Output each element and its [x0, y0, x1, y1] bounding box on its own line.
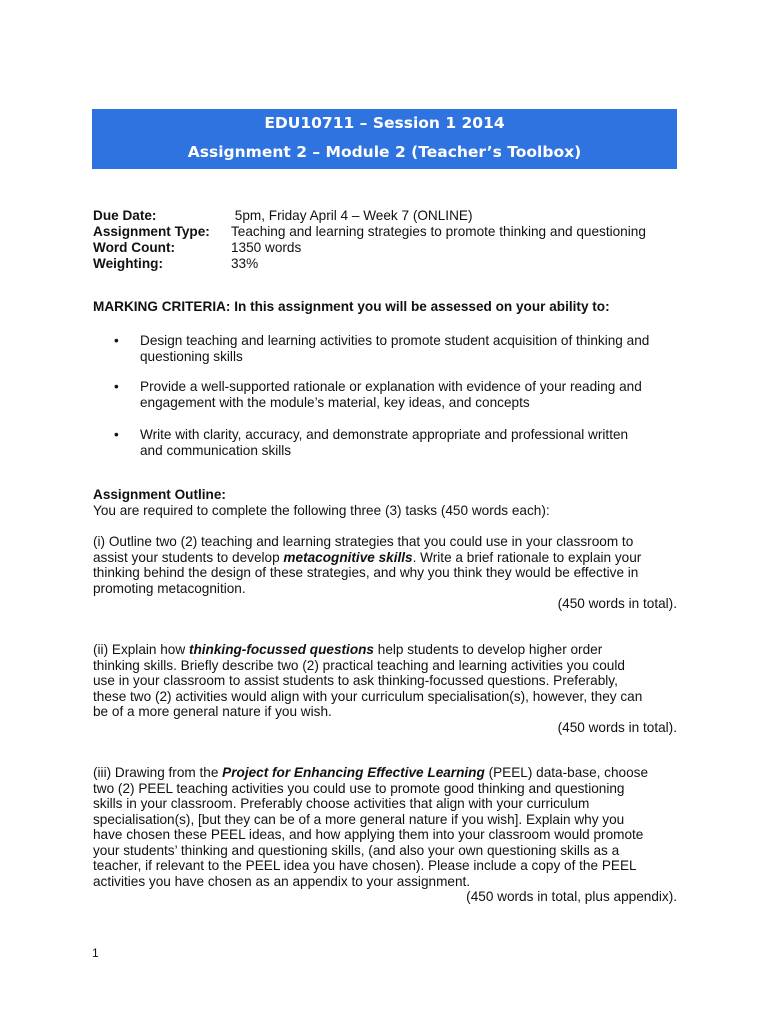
- criteria-item-line: questioning skills: [140, 348, 243, 364]
- task-line: be of a more general nature if you wish.: [93, 704, 332, 719]
- marking-criteria-heading: MARKING CRITERIA: In this assignment you will be assessed on your ability to:: [93, 299, 610, 314]
- task-text: . Write a brief rationale to explain your: [412, 549, 642, 565]
- criteria-item-line: engagement with the module’s material, key ideas, and concepts: [140, 394, 530, 410]
- word-count-value: 1350 words: [231, 240, 302, 255]
- task-1: [93, 534, 677, 612]
- due-date-label: Due Date:: [93, 208, 157, 223]
- weighting-label: Weighting:: [93, 256, 163, 271]
- assignment-type-label: Assignment Type:: [93, 224, 210, 239]
- task-line: [93, 550, 677, 566]
- task-line: two (2) PEEL teaching activities you could use to promote good thinking and questioning: [93, 780, 625, 796]
- task-line: have chosen these PEEL ideas, and how applying them into your classroom would promote: [93, 827, 644, 842]
- task-text: (iii) Drawing from the: [93, 765, 223, 780]
- criteria-item-line: Design teaching and learning activities to promote student acquisition of thinking and: [140, 333, 650, 348]
- task-3: [93, 765, 677, 905]
- task-line: specialisation(s), [but they can be of a more general nature if you wish]. Explain why you: [93, 811, 625, 827]
- emphasis-text: thinking-focussed questions: [188, 642, 374, 657]
- task-line: promoting metacognition.: [93, 580, 246, 596]
- task-line: (i) Outline two (2) teaching and learning strategies that you could use in your classroom to: [93, 534, 634, 549]
- task-2: [93, 642, 677, 735]
- bullet-icon: •: [114, 427, 119, 442]
- task-line: teacher, if relevant to the PEEL idea you have chosen). Please include a copy of the PEEL: [93, 858, 637, 873]
- task-text: help students to develop higher order: [374, 642, 603, 657]
- task-line: thinking skills. Briefly describe two (2) practical teaching and learning activities you could: [93, 657, 625, 673]
- criteria-item-line: Write with clarity, accuracy, and demonstrate appropriate and professional written: [140, 427, 629, 442]
- weighting-value: 33%: [231, 256, 259, 271]
- word-limit: (450 words in total, plus appendix).: [466, 889, 677, 904]
- task-text: assist your students to develop: [93, 549, 284, 565]
- title-banner: [92, 109, 677, 169]
- task-line: use in your classroom to assist students to ask thinking-focussed questions. Preferably,: [93, 673, 618, 688]
- outline-heading: Assignment Outline:: [93, 487, 226, 502]
- bullet-icon: •: [114, 333, 119, 348]
- emphasis-text: Project for Enhancing Effective Learning: [222, 765, 485, 780]
- word-limit: (450 words in total).: [557, 596, 677, 611]
- task-line: activities you have chosen as an appendix to your assignment.: [93, 873, 471, 889]
- due-date-value: 5pm, Friday April 4 – Week 7 (ONLINE): [231, 208, 473, 223]
- word-count-label: Word Count:: [93, 240, 176, 255]
- task-line: thinking behind the design of these strategies, and why you think they would be effective in: [93, 565, 639, 580]
- assignment-type-value: Teaching and learning strategies to promote thinking and questioning: [231, 224, 646, 239]
- assignment-title: Assignment 2 – Module 2 (Teacher’s Toolbox): [187, 143, 582, 161]
- task-line: [93, 765, 677, 781]
- word-limit: (450 words in total).: [557, 719, 677, 735]
- outline-intro: You are required to complete the following three (3) tasks (450 words each):: [93, 502, 550, 518]
- bullet-icon: •: [114, 379, 119, 394]
- task-text: (PEEL) data-base, choose: [484, 765, 649, 780]
- task-line: these two (2) activities would align with your curriculum specialisation(s), however, they can: [93, 688, 643, 704]
- task-text: (ii) Explain how: [93, 642, 189, 657]
- task-line: [93, 642, 677, 658]
- criteria-item-line: and communication skills: [140, 442, 292, 458]
- criteria-item-line: Provide a well-supported rationale or explanation with evidence of your reading and: [140, 379, 642, 394]
- assignment-outline: [93, 487, 677, 518]
- emphasis-text: metacognitive skills: [283, 549, 413, 565]
- task-line: your students’ thinking and questioning skills, (and also your own questioning skills as a: [93, 842, 620, 858]
- course-title: EDU10711 – Session 1 2014: [264, 114, 505, 132]
- page-number: 1: [92, 946, 99, 960]
- task-line: skills in your classroom. Preferably choose activities that align with your curriculum: [93, 796, 590, 811]
